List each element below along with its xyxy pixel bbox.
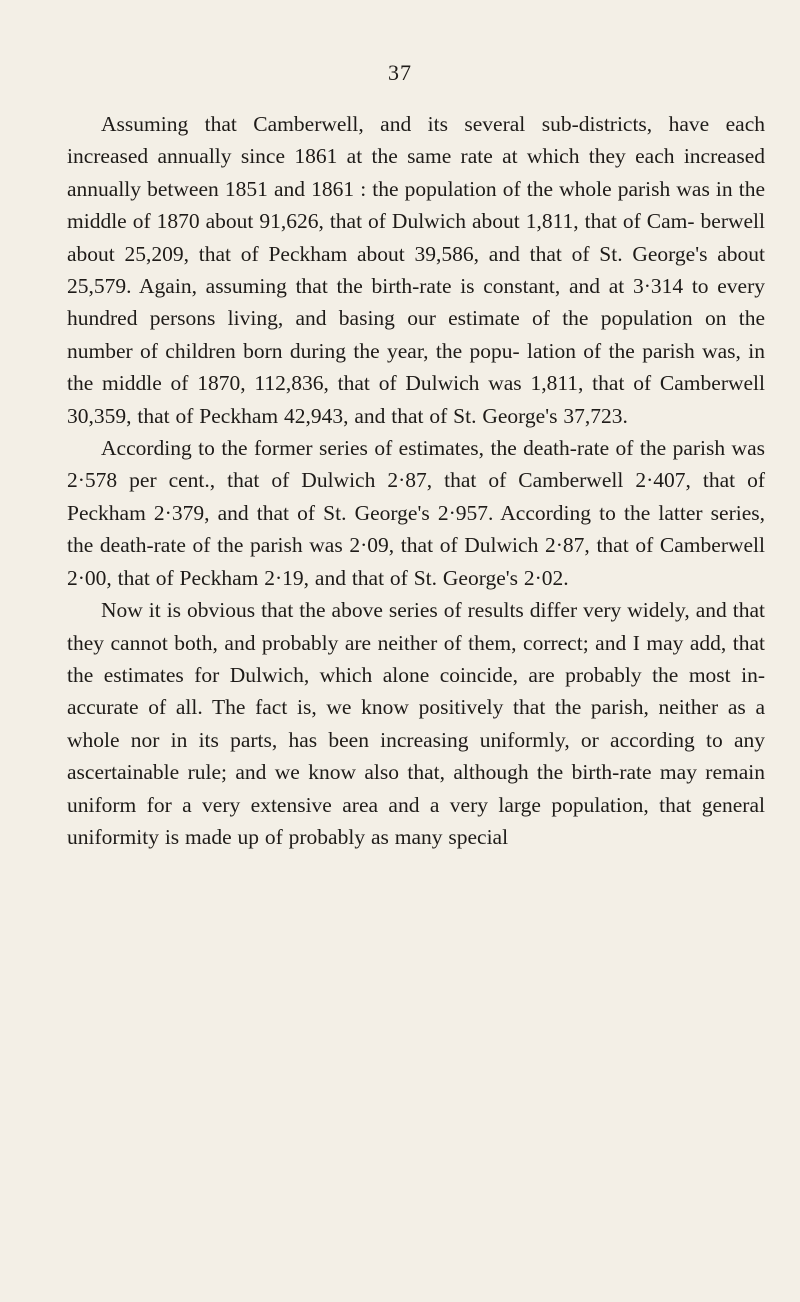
paragraph-death-rates: According to the former series of estimates, the death-rate of the parish was 2·578 per cent., that of Dulwich 2·87, that of Camberwell 2·407, that of Peckham 2·379, and that of St. George's 2·957. According to the latter series, the death-rate of the parish was 2·09, that of Dulwich 2·87, that of Camberwell 2·00, that of Peckham 2·19, and that of St. George's 2·02. [67,436,765,590]
paragraph-conclusion: Now it is obvious that the above series of results differ very widely, and that they cannot both, and probably are neither of them, correct; and I may add, that the estimates for Dulwich, which alone coincide, are probably the most in- accurate of all. The fact is, we know positively that the parish, neither as a whole nor in its parts, has been increasing uniformly, or according to any ascertainable rule; and we know also that, although the birth-rate may remain uniform for a very extensive area and a very large population, that general uniformity is made up of probably as many special [67,598,765,849]
body-text [67,108,765,853]
page-number: 37 [388,60,412,85]
paragraph-population-estimates: Assuming that Camberwell, and its several sub-districts, have each increased annually since 1861 at the same rate at which they each increased annually between 1851 and 1861 : the population of the whole parish was in the middle of 1870 about 91,626, that of Dulwich about 1,811, that of Cam- berwell about 25,209, that of Peckham about 39,586, and that of St. George's about 25,579. Again, assuming that the birth-rate is constant, and at 3·314 to every hundred persons living, and basing our estimate of the population on the number of children born during the year, the popu- lation of the parish was, in the middle of 1870, 112,836, that of Dulwich was 1,811, that of Camberwell 30,359, that of Peckham 42,943, and that of St. George's 37,723. [67,112,765,428]
